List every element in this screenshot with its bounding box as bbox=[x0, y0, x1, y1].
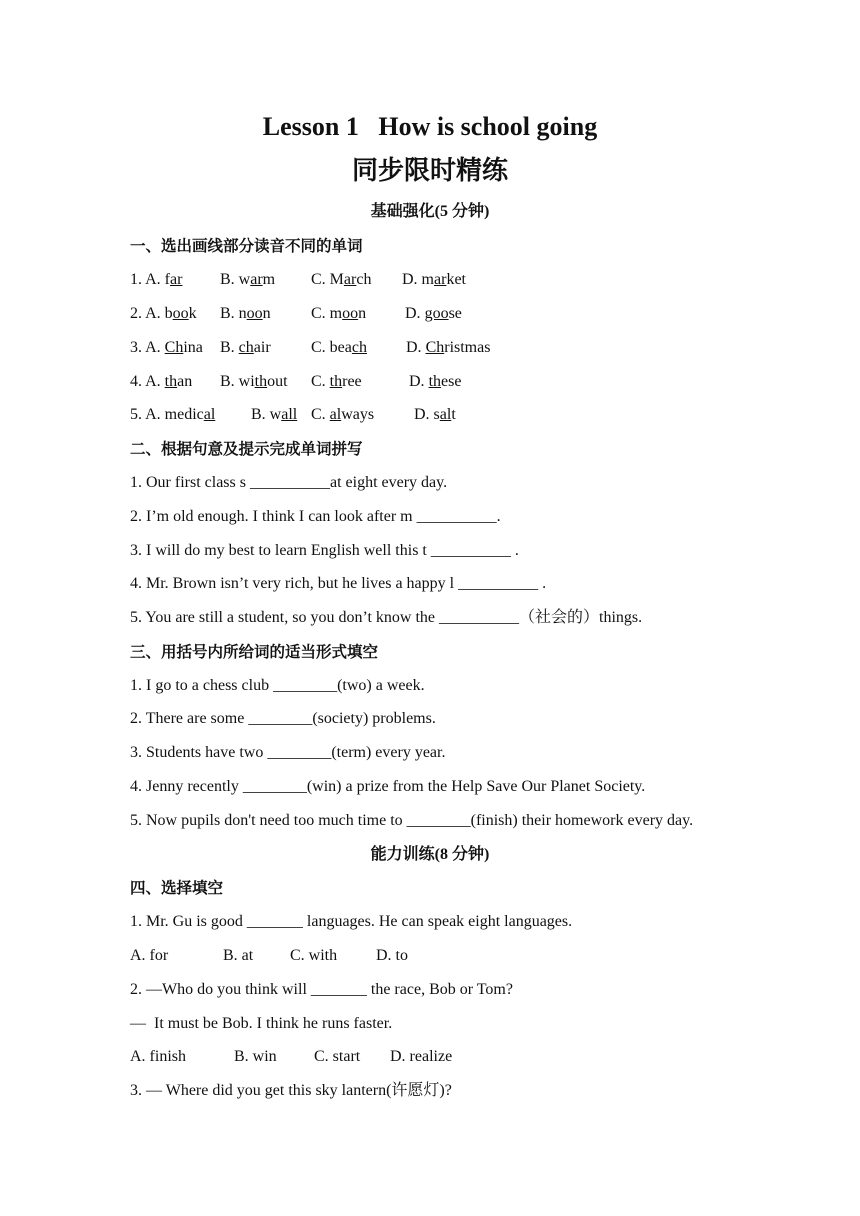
option-a: 2. A. book bbox=[130, 305, 197, 322]
option-a: 4. A. than bbox=[130, 373, 193, 390]
option-b: B. noon bbox=[220, 305, 271, 322]
option-a: 5. A. medical bbox=[130, 406, 216, 423]
part3-item: 1. I go to a chess club ________(two) a week. bbox=[130, 677, 425, 694]
part2-item: 3. I will do my best to learn English well this t __________ . bbox=[130, 542, 519, 559]
part1-q4 bbox=[130, 371, 800, 393]
option-c: C. moon bbox=[311, 305, 367, 322]
part2-item: 5. You are still a student, so you don’t know the __________（社会的）things. bbox=[130, 609, 643, 626]
option-d: D. salt bbox=[414, 406, 456, 423]
part2-item: 2. I’m old enough. I think I can look after m __________. bbox=[130, 508, 501, 525]
option-d: D. Christmas bbox=[406, 339, 491, 356]
option-c: C. three bbox=[311, 373, 362, 390]
option-b: B. wall bbox=[251, 406, 298, 423]
part4-q2-answer: — It must be Bob. I think he runs faster. bbox=[130, 1015, 393, 1032]
part4-q2: 2. —Who do you think will _______ the race, Bob or Tom? bbox=[130, 981, 513, 998]
part3-item: 2. There are some ________(society) problems. bbox=[130, 710, 436, 727]
part2-item: 4. Mr. Brown isn’t very rich, but he lives a happy l __________ . bbox=[130, 575, 547, 592]
option-a: 1. A. far bbox=[130, 271, 183, 288]
option-d: D. these bbox=[409, 373, 462, 390]
part1-q2 bbox=[130, 303, 800, 325]
option-c: C. start bbox=[314, 1048, 361, 1065]
option-c: C. with bbox=[290, 947, 338, 964]
page-subtitle: 同步限时精练 bbox=[351, 156, 508, 186]
option-d: D. to bbox=[376, 947, 408, 964]
section-ability: 能力训练(8 分钟) bbox=[370, 846, 490, 863]
option-b: B. win bbox=[234, 1048, 277, 1065]
section-basic: 基础强化(5 分钟) bbox=[370, 203, 490, 220]
option-d: D. market bbox=[402, 271, 466, 288]
option-d: D. goose bbox=[405, 305, 462, 322]
part2-item: 1. Our first class s __________at eight every day. bbox=[130, 474, 448, 491]
option-d: D. realize bbox=[390, 1048, 453, 1065]
option-a: A. for bbox=[130, 947, 169, 964]
part3-item: 5. Now pupils don't need too much time to ________(finish) their homework every day. bbox=[130, 812, 694, 829]
option-a: A. finish bbox=[130, 1048, 186, 1065]
option-b: B. chair bbox=[220, 339, 271, 356]
part4-q1-options bbox=[130, 945, 800, 967]
part1-q3 bbox=[130, 337, 800, 359]
page-title: Lesson 1 How is school going bbox=[262, 112, 598, 141]
part4-q2-options bbox=[130, 1046, 800, 1068]
option-c: C. beach bbox=[311, 339, 367, 356]
option-b: B. warm bbox=[220, 271, 276, 288]
part3-item: 3. Students have two ________(term) every year. bbox=[130, 744, 446, 761]
option-b: B. at bbox=[223, 947, 254, 964]
part2-heading: 二、根据句意及提示完成单词拼写 bbox=[130, 440, 363, 458]
option-c: C. always bbox=[311, 406, 375, 423]
part3-heading: 三、用括号内所给词的适当形式填空 bbox=[130, 643, 379, 661]
part4-q3: 3. — Where did you get this sky lantern(许愿灯)? bbox=[130, 1082, 452, 1099]
part4-heading: 四、选择填空 bbox=[130, 879, 224, 897]
part1-q1 bbox=[130, 269, 800, 291]
option-b: B. without bbox=[220, 373, 288, 390]
part4-q1: 1. Mr. Gu is good _______ languages. He can speak eight languages. bbox=[130, 913, 573, 930]
part1-heading: 一、选出画线部分读音不同的单词 bbox=[130, 237, 363, 255]
part3-item: 4. Jenny recently ________(win) a prize from the Help Save Our Planet Society. bbox=[130, 778, 646, 795]
option-c: C. March bbox=[311, 271, 372, 288]
part1-q5 bbox=[130, 404, 800, 426]
option-a: 3. A. China bbox=[130, 339, 203, 356]
